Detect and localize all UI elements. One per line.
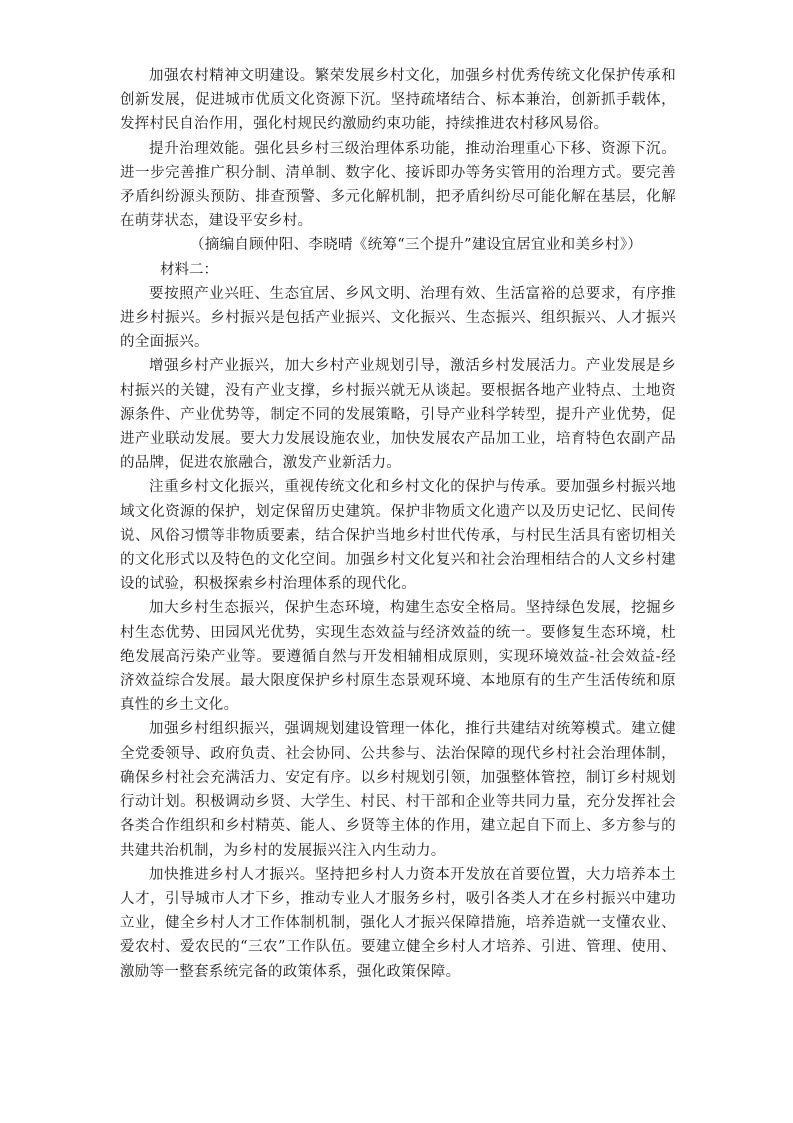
paragraph-ecology-revitalization: 加大乡村生态振兴，保护生态环境，构建生态安全格局。坚持绿色发展，挖掘乡村生态优势、田园风光优势，实现生态效益与经济效益的统一。要修复生态环境，杜绝发展高污染产业等。要遵循自然与开发相辅相成原则，实现环境效益-社会效益-经济效益综合发展。最大限度保护乡村原生态景观环境、本地原有的生产生活传统和原真性的乡土文化。 xyxy=(120,600,676,714)
source-citation: （摘编自顾仲阳、李晓晴《统筹“三个提升”建设宜居宜业和美乡村》） xyxy=(190,237,643,254)
paragraph-talent-revitalization: 加快推进乡村人才振兴。坚持把乡村人力资本开发放在首要位置，大力培养本土人才，引导城市人才下乡，推动专业人才服务乡村，吸引各类人才在乡村振兴中建功立业，健全乡村人才工作体制机制，强化人才振兴保障措施，培养造就一支懂农业、爱农村、爱农民的“三农”工作队伍。要建立健全乡村人才培养、引进、管理、使用、激励等一整套系统完备的政策体系，强化政策保障。 xyxy=(120,866,676,980)
paragraph-industry-revitalization: 增强乡村产业振兴，加大乡村产业规划引导，激活乡村发展活力。产业发展是乡村振兴的关键，没有产业支撑，乡村振兴就无从谈起。要根据各地产业特点、土地资源条件、产业优势等，制定不同的发展策略，引导产业科学转型，提升产业优势，促进产业联动发展。要大力发展设施农业，加快发展农产品加工业，培育特色农副产品的品牌，促进农旅融合，激发产业新活力。 xyxy=(120,358,676,472)
paragraph-culture-revitalization: 注重乡村文化振兴，重视传统文化和乡村文化的保护与传承。要加强乡村振兴地域文化资源的保护，划定保留历史建筑。保护非物质文化遗产以及历史记忆、民间传说、风俗习惯等非物质要素，结合保护当地乡村世代传承，与村民生活具有密切相关的文化形式以及特色的文化空间。加强乡村文化复兴和社会治理相结合的人文乡村建设的试验，积极探索乡村治理体系的现代化。 xyxy=(120,479,676,593)
paragraph-spiritual-civilization: 加强农村精神文明建设。繁荣发展乡村文化，加强乡村优秀传统文化保护传承和创新发展，促进城市优质文化资源下沉。坚持疏堵结合、标本兼治，创新抓手载体，发挥村民自治作用，强化村规民约激励约束功能，持续推进农村移风易俗。 xyxy=(120,68,676,133)
material-two-label: 材料二： xyxy=(160,261,218,278)
document-body xyxy=(120,64,676,984)
paragraph-organization-revitalization: 加强乡村组织振兴，强调规划建设管理一体化，推行共建结对统筹模式。建立健全党委领导、政府负责、社会协同、公共参与、法治保障的现代乡村社会治理体制，确保乡村社会充满活力、安定有序。以乡村规划引领，加强整体管控，制订乡村规划行动计划。积极调动乡贤、大学生、村民、村干部和企业等共同力量，充分发挥社会各类合作组织和乡村精英、能人、乡贤等主体的作用，建立起自下而上、多方参与的共建共治机制，为乡村的发展振兴注入内生动力。 xyxy=(120,721,676,859)
paragraph-general-requirements: 要按照产业兴旺、生态宜居、乡风文明、治理有效、生活富裕的总要求，有序推进乡村振兴。乡村振兴是包括产业振兴、文化振兴、生态振兴、组织振兴、人才振兴的全面振兴。 xyxy=(120,285,676,351)
paragraph-governance-efficiency: 提升治理效能。强化县乡村三级治理体系功能，推动治理重心下移、资源下沉。进一步完善推广积分制、清单制、数字化、接诉即办等务实管用的治理方式。要完善矛盾纠纷源头预防、排查预警、多元化解机制，把矛盾纠纷尽可能化解在基层，化解在萌芽状态，建设平安乡村。 xyxy=(120,140,676,230)
